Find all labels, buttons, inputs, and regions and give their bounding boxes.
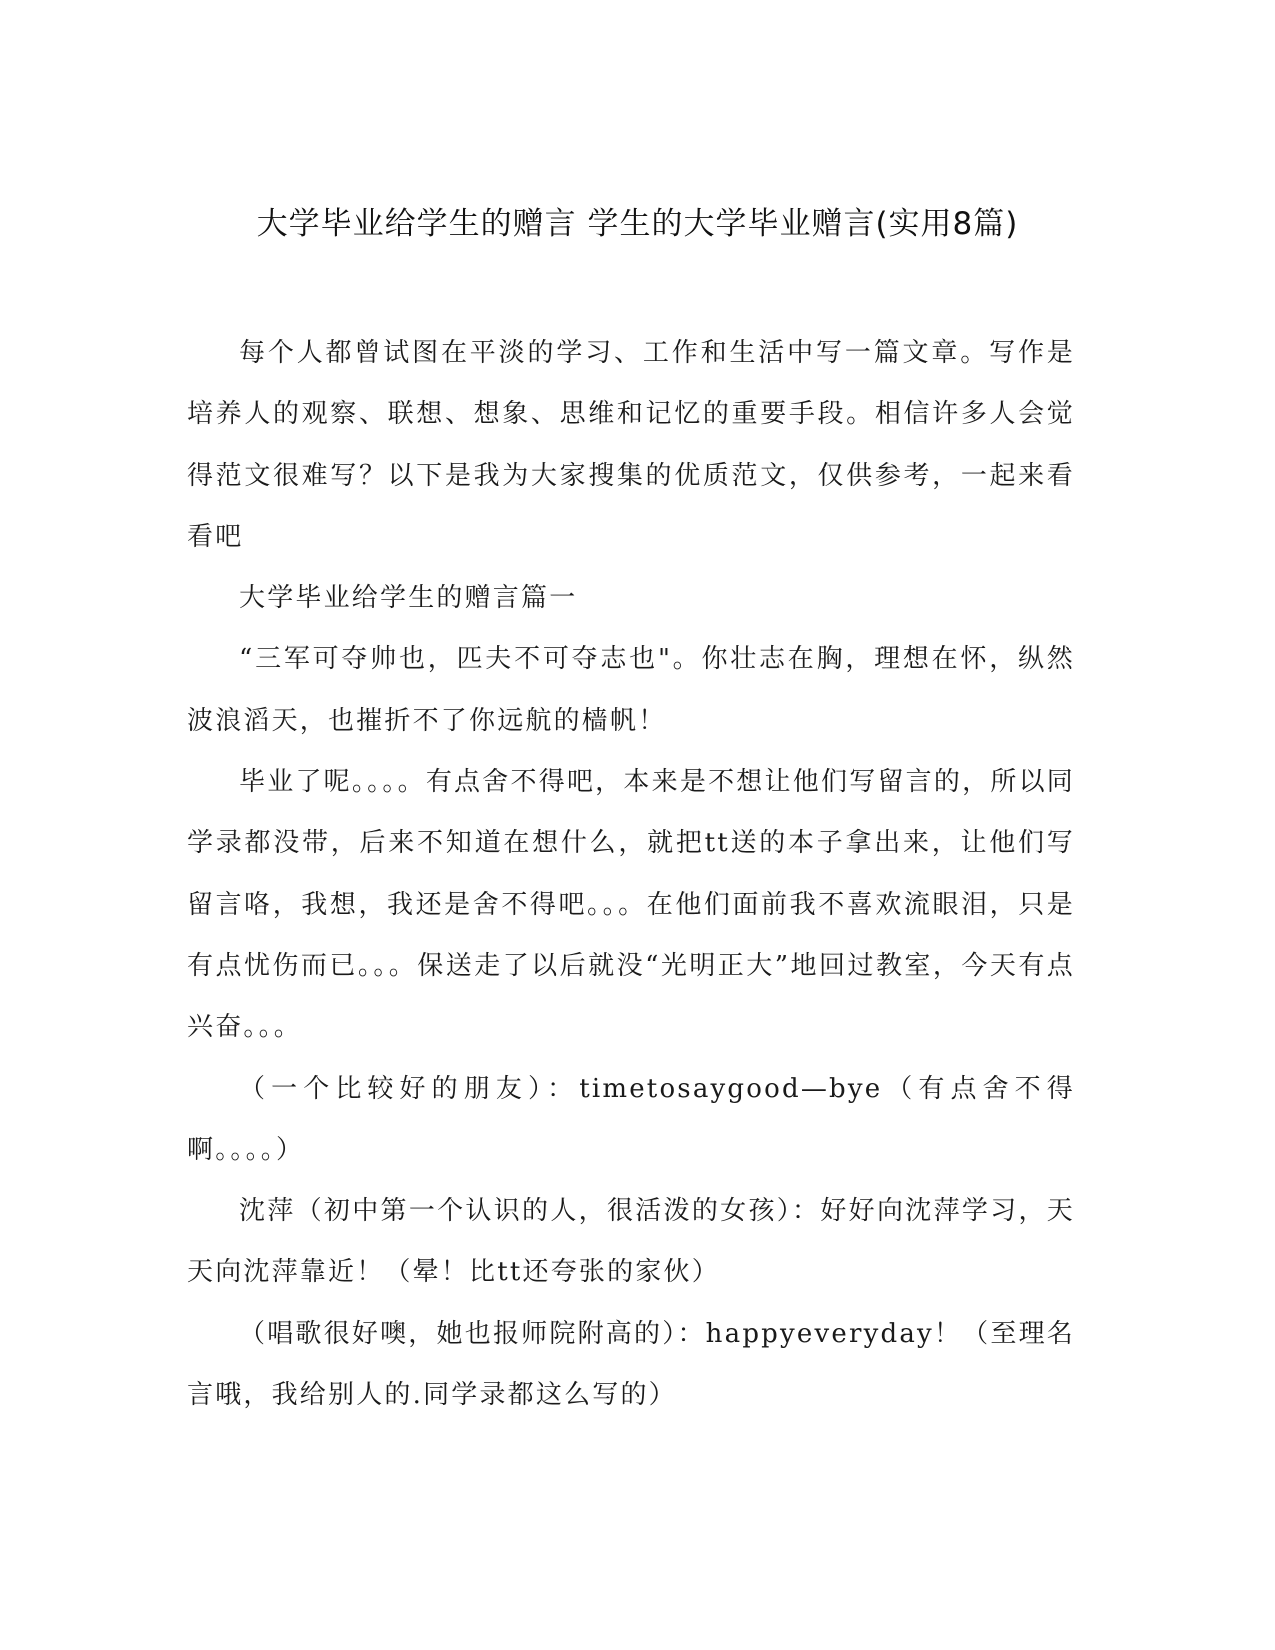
section-heading: 大学毕业给学生的赠言篇一 — [239, 583, 578, 614]
paragraph-singer-note: （唱歌很好噢，她也报师院附高的）：happyeveryday！（至理名言哦，我给别人的.同学录都这么写的） — [187, 1318, 1075, 1411]
paragraph-intro: 每个人都曾试图在平淡的学习、工作和生活中写一篇文章。写作是培养人的观察、联想、想象、思维和记忆的重要手段。相信许多人会觉得范文很难写？以下是我为大家搜集的优质范文，仅供参考，一起来看看吧 — [187, 338, 1075, 552]
paragraph-shenping-note: 沈萍（初中第一个认识的人，很活泼的女孩）：好好向沈萍学习，天天向沈萍靠近！（晕！比tt还夸张的家伙） — [187, 1196, 1075, 1288]
paragraph-quote: “三军可夺帅也，匹夫不可夺志也"。你壮志在胸，理想在怀，纵然波浪滔天，也摧折不了你远航的樯帆！ — [187, 644, 1075, 736]
paragraph-friend-note: （一个比较好的朋友）：timetosaygood—bye（有点舍不得啊。。。。） — [187, 1073, 1075, 1165]
document-title: 大学毕业给学生的赠言 学生的大学毕业赠言(实用8篇) — [256, 206, 1019, 242]
paragraph-graduation: 毕业了呢。。。。有点舍不得吧，本来是不想让他们写留言的，所以同学录都没带，后来不知道在想什么，就把tt送的本子拿出来，让他们写留言咯，我想，我还是舍不得吧。。。在他们面前我不喜欢流眼泪，只是有点忧伤而已。。。保送走了以后就没“光明正大”地回过教室，今天有点兴奋。。。 — [187, 767, 1075, 1043]
document-body — [187, 323, 1075, 1426]
